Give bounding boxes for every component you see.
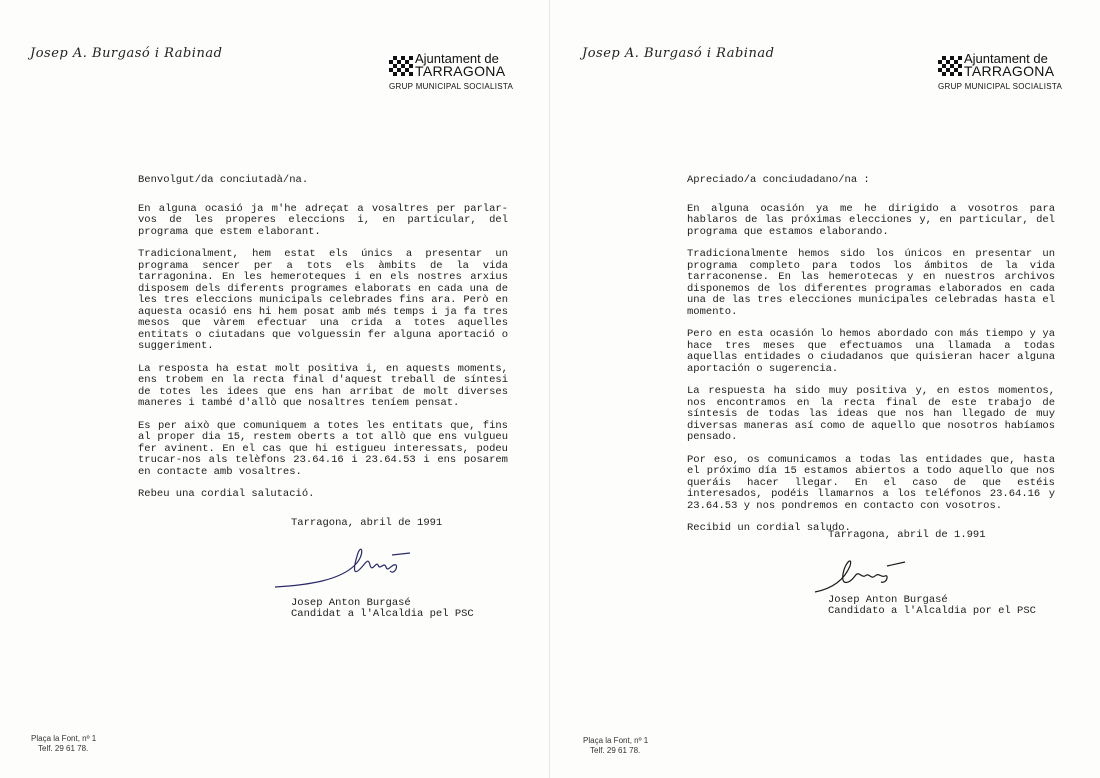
letter-page-spanish — [550, 0, 1100, 778]
salutation: Benvolgut/da conciutadà/na. — [138, 174, 309, 186]
logo-top-text: Ajuntament de — [415, 51, 499, 66]
closing: Recibid un cordial saludo. — [687, 522, 851, 534]
salutation: Apreciado/a conciudadano/na : — [687, 174, 870, 186]
handwritten-signature — [270, 535, 420, 595]
paragraph-1: En alguna ocasión ya me he dirigido a vosotros para hablaros de las próximas elecciones y, en particular, del programa que estamos elaborando. — [687, 202, 1055, 238]
paragraph-1: En alguna ocasió ja m'he adreçat a vosaltres per parlar-vos de les properes eleccions i, en particular, del programa que estem elaborant. — [138, 202, 508, 238]
closing: Rebeu una cordial salutació. — [138, 488, 315, 500]
letter-body — [687, 175, 1055, 546]
paragraph-5: Por eso, os comunicamos a todas las entidades que, hasta el próximo día 15 estamos abiertos a todo aquello que nos queráis hacer llegar. En el caso de que estéis interesados, podéis llamarnos a los teléfonos 23.64.16 y 23.64.53 y nos pondremos en contacto con vosotros. — [687, 453, 1055, 512]
paragraph-3: Pero en esta ocasión lo hemos abordado con más tiempo y ya hace tres meses que efectuamos una llamada a todas aquellas entidades o ciudadanos que quisieran hacer alguna aportación o sugerencia. — [687, 328, 1055, 375]
paragraph-4: La respuesta ha sido muy positiva y, en estos momentos, nos encontramos en la recta final de este trabajo de síntesis de todas las ideas que nos han llegado de muy diversas maneras así como de aquello que nosotros habíamos pensado. — [687, 385, 1055, 443]
letterhead-name: Josep A. Burgasó i Rabinad — [582, 46, 775, 61]
logo-main-text: TARRAGONA — [415, 63, 506, 79]
logo-subtitle: GRUP MUNICIPAL SOCIALISTA — [938, 82, 1063, 91]
place-date: Tarragona, abril de 1.991 — [828, 529, 986, 541]
footer-address — [583, 736, 648, 756]
paragraph-4: Es per això que comuniquem a totes les entitats que, fins al proper dia 15, restem oberts a tot allò que ens vulgueu fer avinent. En el cas que hi estigueu interessats, podeu trucar-nos als telèfons 23.64.16 i 23.64.53 i ens posarem en contacte amb vosaltres. — [138, 419, 508, 478]
place-date: Tarragona, abril de 1991 — [291, 517, 443, 529]
logo-top-text: Ajuntament de — [964, 51, 1048, 66]
signer-name: Josep Anton Burgasé — [828, 594, 948, 606]
paragraph-2: Tradicionalment, hem estat els únics a presentar un programa sencer per a tots els àmbits de la vida tarragonina. En les hemeroteques i en els nostres arxius disposem dels diferents programes elaborats en cada una de les tres eleccions municipals celebrades fins ara. Però en aquesta ocasió ens hi hem posat amb més temps i ja fa tres mesos que vàrem efectuar una crida a totes aquelles entitats o ciutadans que volguessin fer alguna aportació o suggeriment. — [138, 248, 508, 352]
handwritten-signature — [805, 548, 955, 598]
signer-name: Josep Anton Burgasé — [291, 597, 411, 609]
checkered-flag-icon — [938, 56, 962, 76]
logo-subtitle: GRUP MUNICIPAL SOCIALISTA — [389, 82, 514, 91]
signer-role: Candidat a l'Alcaldia pel PSC — [291, 608, 474, 620]
footer-street: Plaça la Font, nº 1 — [583, 736, 649, 745]
footer-phone: Telf. 29 61 78. — [590, 746, 641, 755]
signer-role: Candidato a l'Alcaldia por el PSC — [828, 605, 1036, 617]
logo-main-text: TARRAGONA — [964, 63, 1055, 79]
footer-address — [31, 734, 96, 754]
paragraph-2: Tradicionalmente hemos sido los únicos en presentar un programa completo para todos los ámbitos de la vida tarraconense. En las hemerotecas y en nuestros archivos disponemos de los diferentes programas elaborados en cada una de las tres elecciones municipales celebradas hasta el momento. — [687, 248, 1055, 318]
letterhead-name: Josep A. Burgasó i Rabinad — [30, 46, 223, 61]
paragraph-3: La resposta ha estat molt positiva i, en aquests moments, ens trobem en la recta final d'aquest treball de síntesi de totes les idees que ens han arribat de molt diverses maneres i també d'allò que nosaltres teníem pensat. — [138, 362, 508, 409]
letter-body — [138, 175, 508, 512]
footer-phone: Telf. 29 61 78. — [38, 744, 89, 753]
footer-street: Plaça la Font, nº 1 — [31, 734, 97, 743]
checkered-flag-icon — [389, 56, 413, 76]
